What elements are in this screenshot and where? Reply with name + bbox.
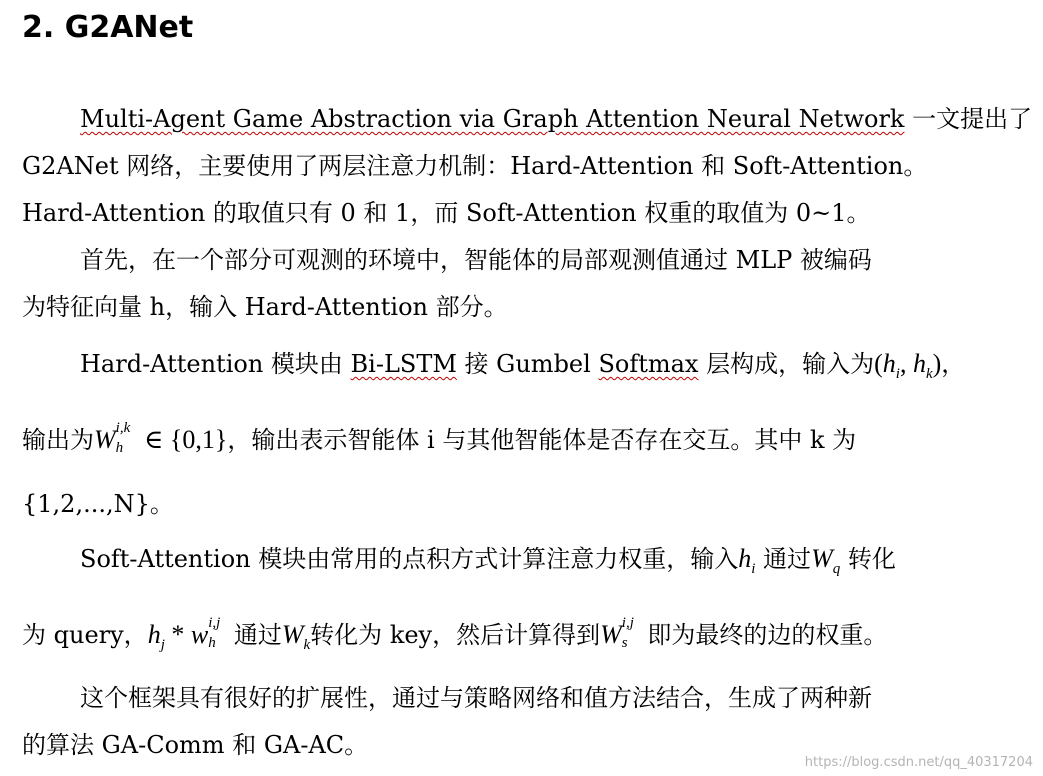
paragraph-1-line-2: G2ANet 网络，主要使用了两层注意力机制：Hard-Attention 和 Soft-Attention。 [22,152,928,180]
math-h-i: $h_i$ [738,544,756,578]
paper-title: Multi-Agent Game Abstraction via Graph Attention Neural Network [80,105,905,133]
bi-lstm-term: Bi-LSTM [350,350,457,378]
text-span: 通过 [755,545,812,573]
paragraph-3-line-2 [22,420,1022,457]
text-span: 输出为 [22,426,94,454]
paragraph-3-line-3: {1,2,...,N}。 [22,490,174,518]
text-span: 即为最终的边的权重。 [639,621,888,649]
text-span: 一文提出了 [904,105,1033,133]
watermark-url: https://blog.csdn.net/qq_40317204 [804,755,1033,770]
paragraph-1-line-1 [80,102,1033,136]
text-span: 为 query， [22,621,148,649]
paragraph-4-line-2 [22,615,1022,662]
paragraph-1-line-3: Hard-Attention 的取值只有 0 和 1，而 Soft-Attention 权重的取值为 0~1。 [22,199,871,227]
text-span: 层构成，输入为 [698,350,875,378]
text-span: 转化为 key，然后计算得到 [310,621,601,649]
text-span: 接 Gumbel [456,350,599,378]
math-w-s: W i,j s [600,615,634,651]
text-span: ，输出表示智能体 i 与其他智能体是否存在交互。其中 k 为 [227,426,857,454]
math-w-q: $W_q$ [811,544,841,578]
paragraph-2-line-2: 为特征向量 h，输入 Hard-Attention 部分。 [22,293,508,321]
paragraph-5-line-1: 这个框架具有很好的扩展性，通过与策略网络和值方法结合，生成了两种新 [80,684,872,712]
paragraph-4-line-1 [80,542,1025,586]
softmax-term: Softmax [598,350,699,378]
math-w-k: $W_k$ [281,620,311,654]
section-heading: 2. G2ANet [22,10,194,45]
paragraph-2-line-1: 首先，在一个部分可观测的环境中，智能体的局部观测值通过 MLP 被编码 [80,246,872,274]
math-hj-wh: $h_j$ * w i,j h [147,615,221,654]
paragraph-5-line-2: 的算法 GA-Comm 和 GA-AC。 [22,731,369,759]
text-span: Soft-Attention 模块由常用的点积方式计算注意力权重，输入 [80,545,739,573]
text-span: ， [941,350,966,378]
math-hard-weight: W i,k h ∈ {0,1} [94,420,228,456]
math-input-pair: ($h_i$, $h_k$) [874,349,942,383]
text-span: 通过 [226,621,282,649]
paragraph-3-line-1 [80,347,1025,391]
text-span: Hard-Attention 模块由 [80,350,351,378]
text-span: 转化 [840,545,896,573]
